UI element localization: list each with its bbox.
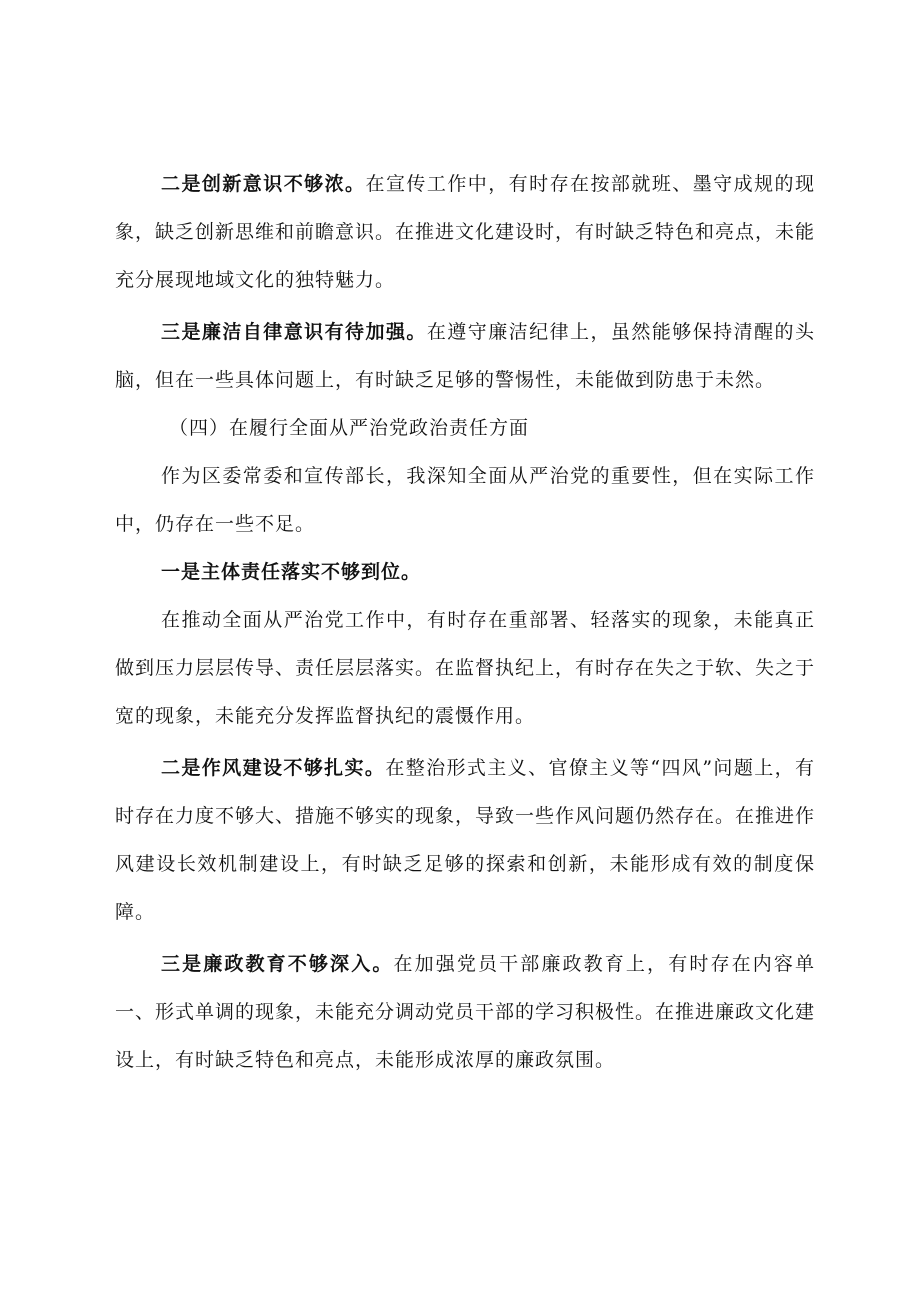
paragraph-text: 作为区委常委和宣传部长，我深知全面从严治党的重要性，但在实际工作中，仍存在一些不足。 [115, 465, 815, 535]
paragraph-text: 在加强党员干部廉政教育上，有时存在内容单一、形式单调的现象，未能充分调动党员干部的学习积极性。在推进廉政文化建设上，有时缺乏特色和亮点，未能形成浓厚的廉政氛围。 [115, 953, 816, 1071]
paragraph-lead: 一是主体责任落实不够到位。 [161, 561, 422, 583]
paragraph-lead: 二是作风建设不够扎实。 [161, 757, 386, 779]
paragraph-lead: 二是创新意识不够浓。 [161, 173, 366, 195]
paragraph-subheading [115, 548, 815, 596]
paragraph-innovation [115, 160, 815, 304]
section-heading: （四）在履行全面从严治党政治责任方面 [169, 417, 530, 439]
paragraph-intro [115, 452, 815, 548]
paragraph-integrity [115, 308, 815, 404]
paragraph-lead: 三是廉政教育不够深入。 [161, 953, 394, 975]
paragraph-responsibility [115, 596, 815, 740]
paragraph-work-style [115, 744, 815, 936]
paragraph-text: 在整治形式主义、官僚主义等“四风”问题上，有时存在力度不够大、措施不够实的现象，导致一些作风问题仍然存在。在推进作风建设长效机制建设上，有时缺乏足够的探索和创新，未能形成有效的制度保障。 [115, 757, 816, 923]
paragraph-text: 在推动全面从严治党工作中，有时存在重部署、轻落实的现象，未能真正做到压力层层传导、责任层层落实。在监督执纪上，有时存在失之于软、失之于宽的现象，未能充分发挥监督执纪的震慑作用。 [115, 609, 816, 727]
document-body [115, 160, 815, 1084]
paragraph-text: 在遵守廉洁纪律上，虽然能够保持清醒的头脑，但在一些具体问题上，有时缺乏足够的警惕性，未能做到防患于未然。 [115, 321, 815, 391]
paragraph-text: 在宣传工作中，有时存在按部就班、墨守成规的现象，缺乏创新思维和前瞻意识。在推进文化建设时，有时缺乏特色和亮点，未能充分展现地域文化的独特魅力。 [115, 173, 816, 291]
paragraph-education [115, 940, 815, 1084]
paragraph-lead: 三是廉洁自律意识有待加强。 [161, 321, 427, 343]
